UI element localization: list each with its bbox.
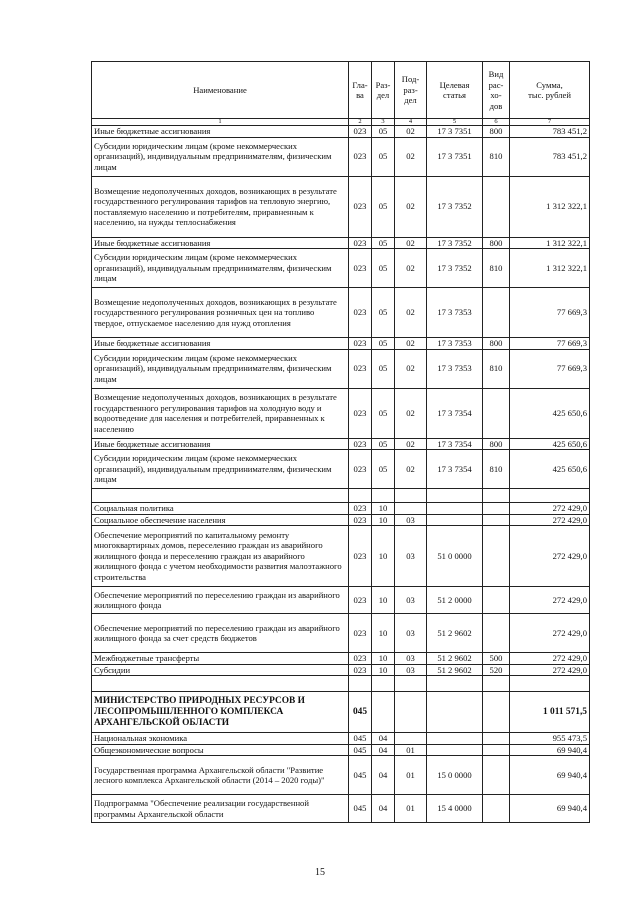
cell-section: 10 [372, 526, 395, 587]
cell-section: 05 [372, 349, 395, 388]
cell-subsection: 02 [395, 338, 427, 350]
cell-sum: 955 473,5 [510, 733, 590, 745]
cell-target: 17 3 7353 [427, 338, 483, 350]
cell-target [427, 692, 483, 733]
cell-sum: 783 451,2 [510, 137, 590, 176]
cell-target: 17 3 7351 [427, 126, 483, 138]
cell-sum: 272 429,0 [510, 587, 590, 614]
cell-kind [483, 288, 510, 338]
cell-name: Государственная программа Архангельской области "Развитие лесного комплекса Архангельской области (2014 – 2020 годы)" [92, 756, 349, 795]
cell-chapter: 023 [349, 388, 372, 438]
cell-target: 17 3 7354 [427, 450, 483, 489]
cell-name: Обеспечение мероприятий по переселению граждан из аварийного жилищного фонда [92, 587, 349, 614]
table-row [92, 349, 590, 388]
cell-target [427, 676, 483, 692]
cell-kind [483, 756, 510, 795]
table-row [92, 126, 590, 138]
cell-chapter: 023 [349, 249, 372, 288]
cell-subsection: 02 [395, 126, 427, 138]
cell-sum: 272 429,0 [510, 653, 590, 665]
cell-target: 17 3 7352 [427, 237, 483, 249]
table-row [92, 614, 590, 653]
cell-sum: 77 669,3 [510, 338, 590, 350]
cell-kind: 800 [483, 126, 510, 138]
cell-chapter [349, 489, 372, 503]
cell-sum: 1 312 322,1 [510, 176, 590, 237]
cell-target: 15 0 0000 [427, 756, 483, 795]
table-row [92, 514, 590, 526]
cell-kind [483, 676, 510, 692]
column-number: 4 [395, 119, 427, 126]
cell-chapter: 023 [349, 450, 372, 489]
cell-target [427, 744, 483, 756]
cell-name: Возмещение недополученных доходов, возникающих в результате государственного регулирования тарифов на холодную воду и водоотведение для населения и потребителей, приравненных к населению [92, 388, 349, 438]
cell-subsection: 03 [395, 514, 427, 526]
table-row [92, 176, 590, 237]
table-row [92, 692, 590, 733]
cell-name: Общеэкономические вопросы [92, 744, 349, 756]
table-row [92, 237, 590, 249]
cell-subsection: 03 [395, 526, 427, 587]
column-number-row [92, 119, 590, 126]
table-row [92, 587, 590, 614]
cell-chapter: 023 [349, 526, 372, 587]
cell-subsection: 03 [395, 653, 427, 665]
cell-subsection: 02 [395, 249, 427, 288]
cell-name: Субсидии юридическим лицам (кроме некоммерческих организаций), индивидуальным предпринимателям, физическим лицам [92, 137, 349, 176]
cell-subsection: 02 [395, 450, 427, 489]
cell-name: Иные бюджетные ассигнования [92, 338, 349, 350]
column-number: 6 [483, 119, 510, 126]
cell-subsection: 02 [395, 349, 427, 388]
column-number: 2 [349, 119, 372, 126]
cell-target: 51 2 9602 [427, 653, 483, 665]
cell-section: 05 [372, 438, 395, 450]
cell-sum: 1 312 322,1 [510, 237, 590, 249]
table-row [92, 438, 590, 450]
cell-sum: 272 429,0 [510, 614, 590, 653]
cell-section: 05 [372, 176, 395, 237]
cell-name [92, 676, 349, 692]
cell-sum: 69 940,4 [510, 744, 590, 756]
cell-kind [483, 795, 510, 823]
cell-subsection: 02 [395, 438, 427, 450]
cell-sum: 1 011 571,5 [510, 692, 590, 733]
cell-section: 05 [372, 450, 395, 489]
cell-subsection: 01 [395, 756, 427, 795]
cell-chapter: 023 [349, 664, 372, 676]
cell-sum: 783 451,2 [510, 126, 590, 138]
cell-section: 10 [372, 664, 395, 676]
cell-chapter: 023 [349, 338, 372, 350]
cell-subsection: 02 [395, 237, 427, 249]
header-row [92, 62, 590, 119]
cell-name: Подпрограмма "Обеспечение реализации государственной программы Архангельской области [92, 795, 349, 823]
cell-target: 17 3 7351 [427, 137, 483, 176]
cell-kind: 520 [483, 664, 510, 676]
cell-sum: 77 669,3 [510, 349, 590, 388]
cell-name: Субсидии юридическим лицам (кроме некоммерческих организаций), индивидуальным предпринимателям, физическим лицам [92, 249, 349, 288]
cell-name: Социальное обеспечение населения [92, 514, 349, 526]
cell-kind [483, 526, 510, 587]
cell-section [372, 676, 395, 692]
cell-section: 05 [372, 237, 395, 249]
cell-target: 17 3 7352 [427, 249, 483, 288]
cell-kind: 800 [483, 338, 510, 350]
cell-kind: 500 [483, 653, 510, 665]
cell-section: 05 [372, 338, 395, 350]
cell-sum: 69 940,4 [510, 795, 590, 823]
cell-kind [483, 503, 510, 515]
table-row [92, 388, 590, 438]
cell-sum: 272 429,0 [510, 503, 590, 515]
cell-section: 04 [372, 756, 395, 795]
cell-chapter: 023 [349, 614, 372, 653]
cell-kind [483, 489, 510, 503]
cell-subsection: 01 [395, 795, 427, 823]
cell-subsection: 02 [395, 288, 427, 338]
cell-target: 15 4 0000 [427, 795, 483, 823]
column-number: 5 [427, 119, 483, 126]
page-number: 15 [315, 867, 325, 878]
cell-section: 05 [372, 388, 395, 438]
cell-target: 17 3 7354 [427, 388, 483, 438]
cell-target [427, 489, 483, 503]
cell-chapter: 023 [349, 288, 372, 338]
cell-name: Обеспечение мероприятий по переселению граждан из аварийного жилищного фонда за счет средств бюджетов [92, 614, 349, 653]
cell-chapter: 045 [349, 744, 372, 756]
cell-kind [483, 514, 510, 526]
table-row [92, 526, 590, 587]
cell-sum: 272 429,0 [510, 514, 590, 526]
column-number: 3 [372, 119, 395, 126]
cell-kind [483, 744, 510, 756]
cell-target: 17 3 7354 [427, 438, 483, 450]
cell-section: 10 [372, 587, 395, 614]
column-number: 7 [510, 119, 590, 126]
cell-section: 04 [372, 733, 395, 745]
header-section: Раз- дел [372, 62, 395, 119]
cell-kind: 800 [483, 237, 510, 249]
table-row [92, 744, 590, 756]
cell-subsection [395, 692, 427, 733]
cell-section: 04 [372, 795, 395, 823]
budget-table [91, 61, 590, 823]
cell-name: Иные бюджетные ассигнования [92, 126, 349, 138]
cell-target [427, 733, 483, 745]
cell-chapter: 023 [349, 137, 372, 176]
table-row [92, 756, 590, 795]
cell-name: Субсидии юридическим лицам (кроме некоммерческих организаций), индивидуальным предпринимателям, физическим лицам [92, 349, 349, 388]
cell-subsection: 03 [395, 664, 427, 676]
header-sum: Сумма, тыс. рублей [510, 62, 590, 119]
table-row [92, 664, 590, 676]
cell-target: 51 0 0000 [427, 526, 483, 587]
table-row [92, 288, 590, 338]
cell-kind [483, 176, 510, 237]
cell-subsection: 01 [395, 744, 427, 756]
cell-name: Иные бюджетные ассигнования [92, 438, 349, 450]
cell-name: Возмещение недополученных доходов, возникающих в результате государственного регулирования розничных цен на топливо твердое, отпускаемое населению для нужд отопления [92, 288, 349, 338]
cell-section [372, 489, 395, 503]
cell-kind: 810 [483, 137, 510, 176]
cell-subsection [395, 733, 427, 745]
table-row [92, 450, 590, 489]
cell-name: Социальная политика [92, 503, 349, 515]
cell-target [427, 514, 483, 526]
cell-section: 04 [372, 744, 395, 756]
cell-subsection: 03 [395, 614, 427, 653]
cell-kind [483, 733, 510, 745]
cell-sum: 425 650,6 [510, 388, 590, 438]
cell-subsection: 02 [395, 388, 427, 438]
cell-target: 51 2 0000 [427, 587, 483, 614]
table-row [92, 795, 590, 823]
cell-subsection [395, 503, 427, 515]
cell-name: МИНИСТЕРСТВО ПРИРОДНЫХ РЕСУРСОВ И ЛЕСОПРОМЫШЛЕННОГО КОМПЛЕКСА АРХАНГЕЛЬСКОЙ ОБЛАСТИ [92, 692, 349, 733]
cell-section: 05 [372, 288, 395, 338]
cell-section: 05 [372, 249, 395, 288]
cell-chapter: 045 [349, 733, 372, 745]
cell-section: 05 [372, 137, 395, 176]
cell-kind: 810 [483, 450, 510, 489]
empty-row [92, 676, 590, 692]
table-row [92, 733, 590, 745]
cell-sum: 272 429,0 [510, 664, 590, 676]
cell-name [92, 489, 349, 503]
cell-section: 10 [372, 653, 395, 665]
cell-name: Возмещение недополученных доходов, возникающих в результате государственного регулирования тарифов на тепловую энергию, поставляемую населению и потребителям, приравненным к населению, на нужды теплоснабжения [92, 176, 349, 237]
cell-chapter: 045 [349, 795, 372, 823]
cell-sum: 1 312 322,1 [510, 249, 590, 288]
cell-kind: 810 [483, 349, 510, 388]
cell-subsection [395, 489, 427, 503]
cell-chapter: 023 [349, 503, 372, 515]
cell-sum: 77 669,3 [510, 288, 590, 338]
cell-section: 10 [372, 503, 395, 515]
cell-target: 51 2 9602 [427, 614, 483, 653]
table-row [92, 338, 590, 350]
cell-section: 05 [372, 126, 395, 138]
cell-name: Иные бюджетные ассигнования [92, 237, 349, 249]
cell-chapter: 023 [349, 237, 372, 249]
cell-sum: 272 429,0 [510, 526, 590, 587]
cell-sum [510, 489, 590, 503]
cell-subsection: 03 [395, 587, 427, 614]
cell-sum: 425 650,6 [510, 438, 590, 450]
cell-chapter: 023 [349, 438, 372, 450]
cell-chapter: 023 [349, 514, 372, 526]
cell-subsection: 02 [395, 176, 427, 237]
table-row [92, 137, 590, 176]
column-number: 1 [92, 119, 349, 126]
cell-kind [483, 614, 510, 653]
cell-chapter [349, 676, 372, 692]
cell-name: Межбюджетные трансферты [92, 653, 349, 665]
cell-name: Обеспечение мероприятий по капитальному ремонту многоквартирных домов, переселению граждан из аварийного жилищного фонда и переселению граждан из аварийного жилищного фонда с учетом необходимости развития малоэтажного строительства [92, 526, 349, 587]
cell-kind: 800 [483, 438, 510, 450]
cell-kind [483, 388, 510, 438]
cell-subsection: 02 [395, 137, 427, 176]
table-body [92, 126, 590, 823]
cell-chapter: 023 [349, 126, 372, 138]
cell-sum: 69 940,4 [510, 756, 590, 795]
cell-subsection [395, 676, 427, 692]
header-target: Целевая статья [427, 62, 483, 119]
cell-name: Субсидии [92, 664, 349, 676]
cell-chapter: 045 [349, 692, 372, 733]
cell-target: 17 3 7353 [427, 288, 483, 338]
cell-kind: 810 [483, 249, 510, 288]
table-row [92, 503, 590, 515]
header-chapter: Гла- ва [349, 62, 372, 119]
cell-sum: 425 650,6 [510, 450, 590, 489]
cell-sum [510, 676, 590, 692]
cell-target: 17 3 7352 [427, 176, 483, 237]
cell-section: 10 [372, 614, 395, 653]
cell-name: Субсидии юридическим лицам (кроме некоммерческих организаций), индивидуальным предпринимателям, физическим лицам [92, 450, 349, 489]
cell-chapter: 023 [349, 176, 372, 237]
cell-name: Национальная экономика [92, 733, 349, 745]
cell-kind [483, 587, 510, 614]
cell-chapter: 023 [349, 653, 372, 665]
header-subsection: Под- раз- дел [395, 62, 427, 119]
cell-kind [483, 692, 510, 733]
cell-chapter: 045 [349, 756, 372, 795]
header-kind: Вид рас- хо- дов [483, 62, 510, 119]
cell-target: 17 3 7353 [427, 349, 483, 388]
cell-chapter: 023 [349, 587, 372, 614]
table-row [92, 249, 590, 288]
cell-target: 51 2 9602 [427, 664, 483, 676]
cell-chapter: 023 [349, 349, 372, 388]
empty-row [92, 489, 590, 503]
cell-section [372, 692, 395, 733]
header-name: Наименование [92, 62, 349, 119]
cell-target [427, 503, 483, 515]
table-row [92, 653, 590, 665]
cell-section: 10 [372, 514, 395, 526]
